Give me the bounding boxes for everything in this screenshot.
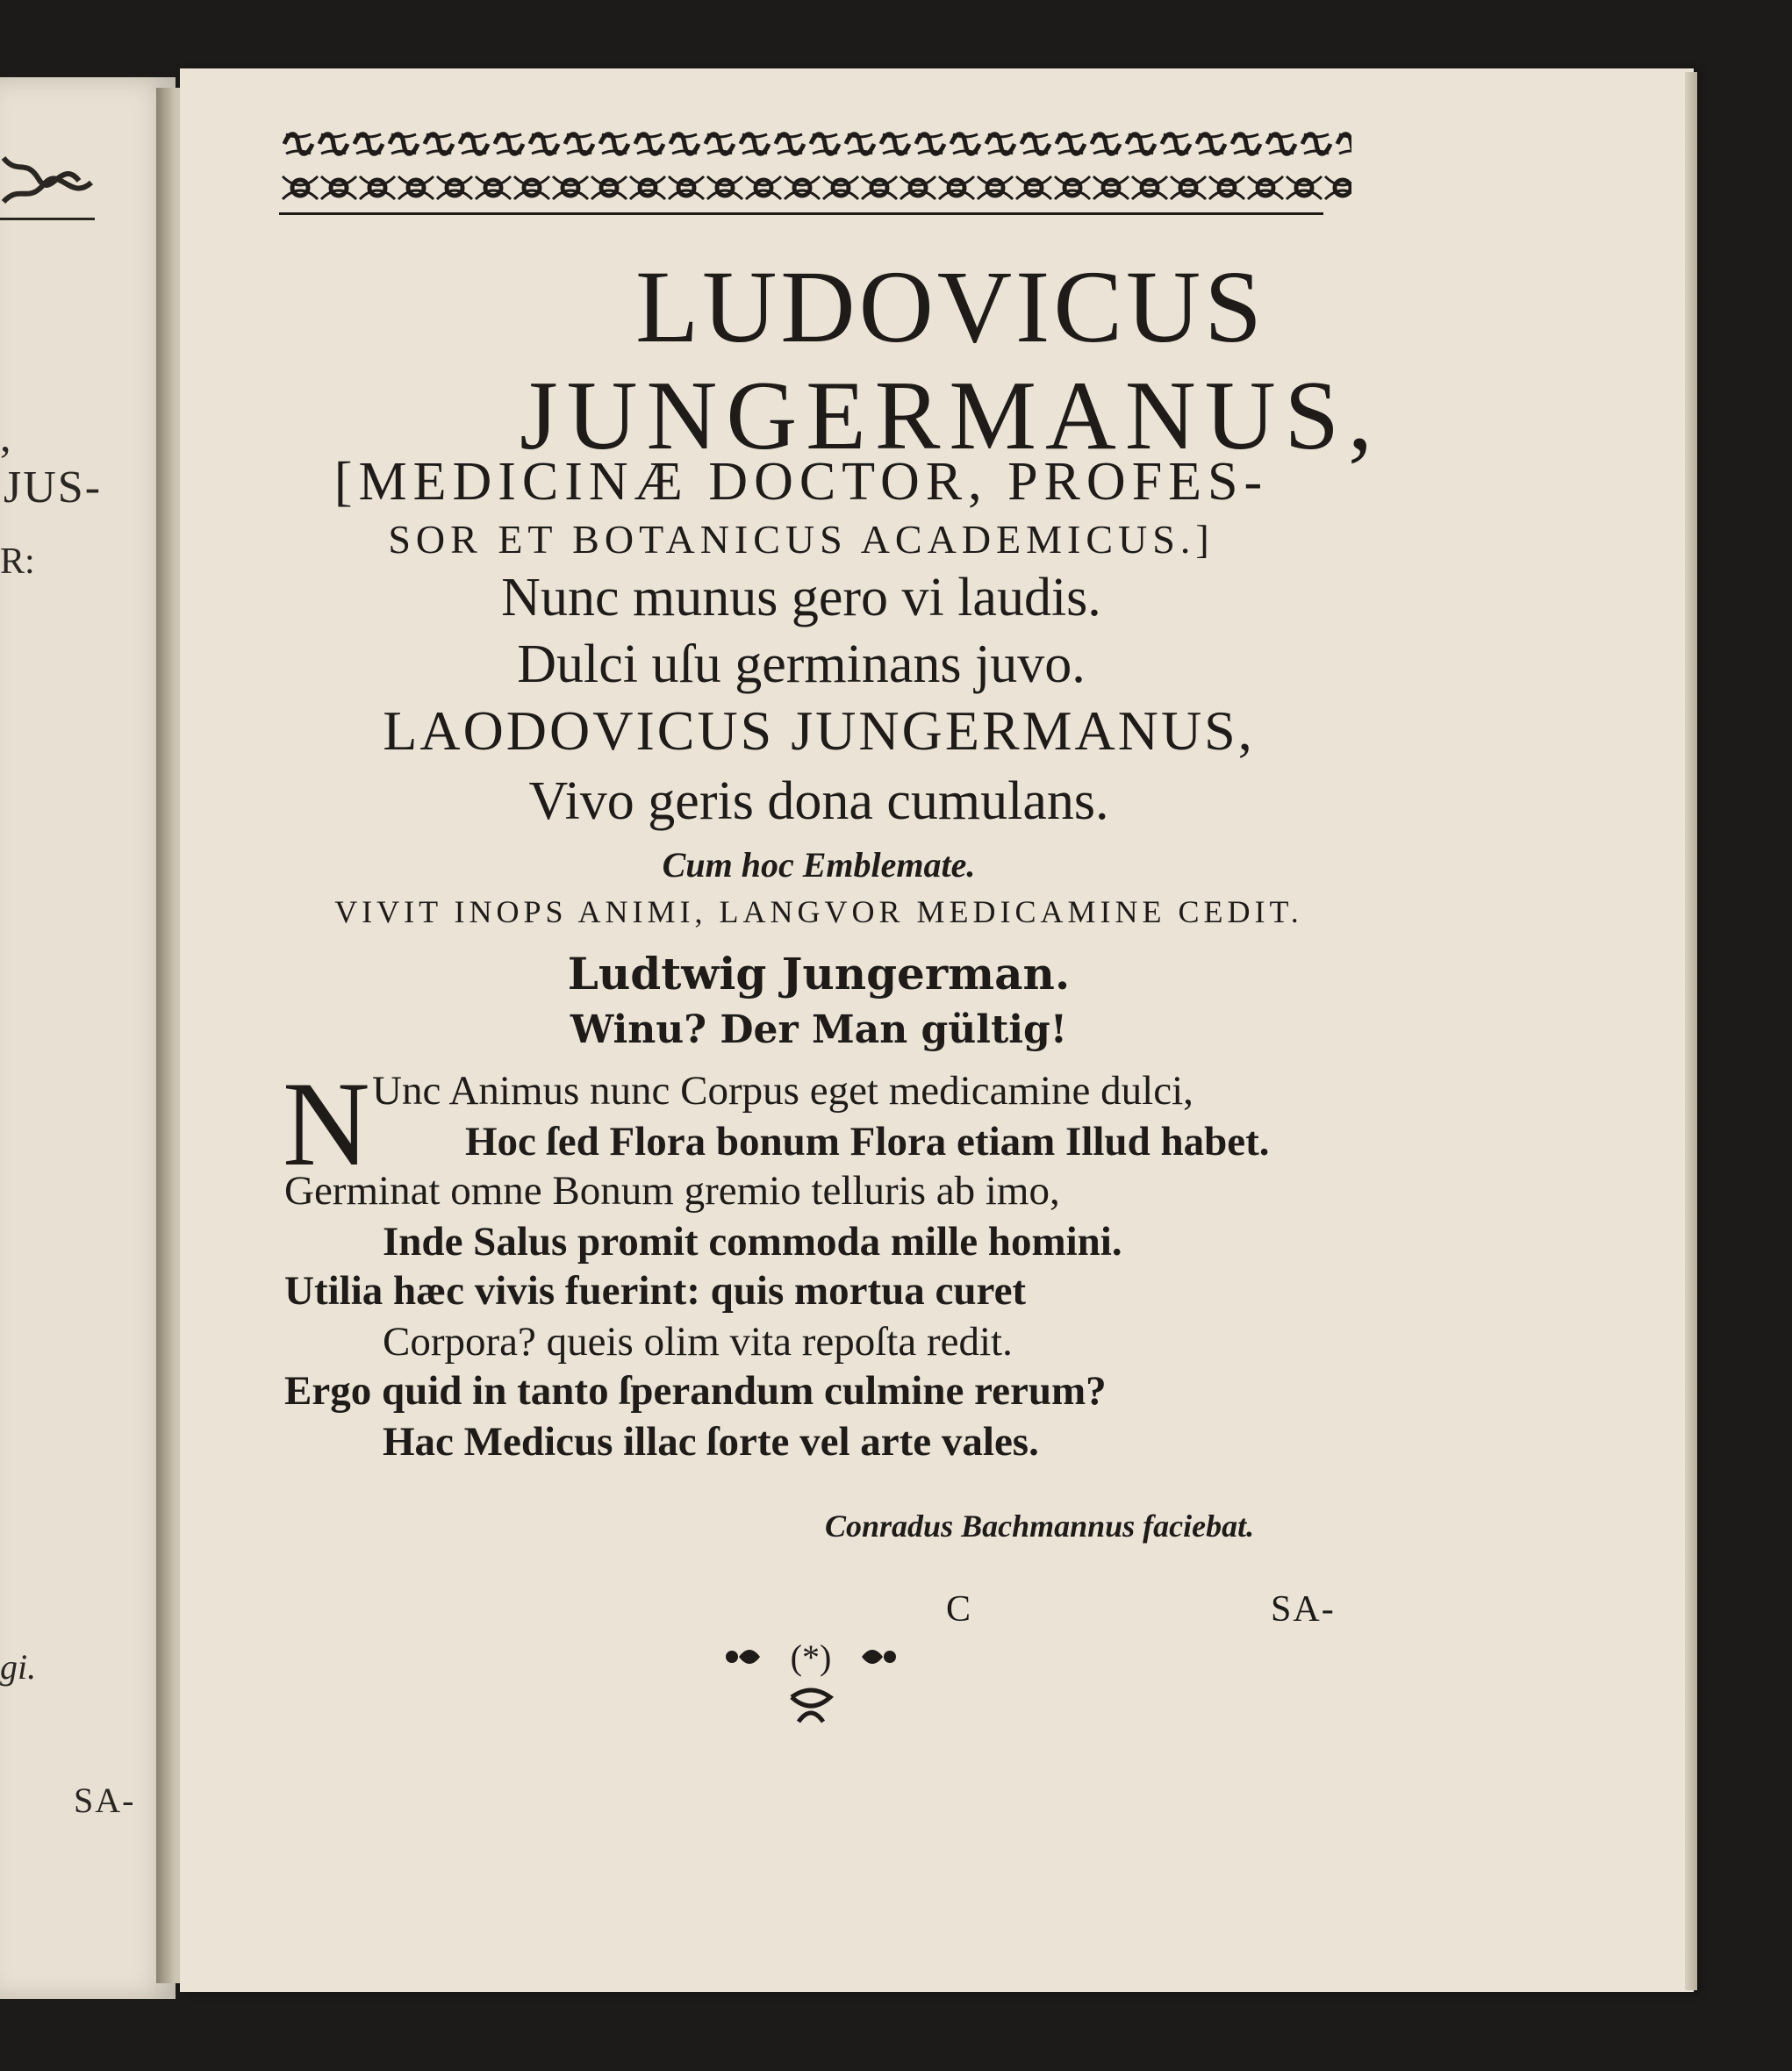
poem-line: Hoc ſed Flora bonum Flora etiam Illud habet.: [465, 1119, 1270, 1164]
tailpiece-text: (*): [790, 1637, 832, 1677]
anagram-latin-1: Nunc munus gero vi laudis.: [501, 568, 1101, 627]
heading-title-line2: SOR ET BOTANICUS ACADEMICUS.]: [388, 517, 1215, 562]
poem-line: Corpora? queis olim vita repoſta redit.: [383, 1319, 1013, 1365]
anagram-latin-2: Dulci uſu germinans juvo.: [517, 634, 1086, 694]
tailpiece-ornament: [723, 1630, 899, 1736]
emblem-intro: Cum hoc Emblemate.: [662, 845, 976, 885]
poem-dropcap: N: [283, 1057, 370, 1191]
anagram-name-variant: LAODOVICUS JUNGERMANUS,: [383, 699, 1255, 762]
left-page-rule: [0, 218, 95, 220]
author-signature: Conradus Bachmannus faciebat.: [825, 1508, 1255, 1544]
heading-name-line2: JUNGERMANUS,: [520, 362, 1381, 470]
emblem-motto: VIVIT INOPS ANIMI, LANGVOR MEDICAMINE CEDIT.: [334, 894, 1303, 929]
german-name: Ludtwig Jungerman.: [567, 948, 1071, 1000]
page-edge: [1685, 72, 1697, 1990]
signature-mark: C: [946, 1589, 971, 1630]
poem-line: Hac Medicus illac ſorte vel arte vales.: [383, 1419, 1039, 1465]
catchword: SA-: [1271, 1589, 1336, 1630]
german-anagram: Winu? Der Man gültig!: [570, 1007, 1068, 1052]
left-page-catchword: SA-: [74, 1781, 136, 1820]
heading-name-line1: LUDOVICUS: [635, 249, 1265, 364]
anagram-latin-3: Vivo geris dona cumulans.: [528, 771, 1109, 831]
poem-line: Unc Animus nunc Corpus eget medicamine dulci,: [372, 1068, 1193, 1114]
ornament-row-bottom: [281, 171, 1351, 204]
ornament-row-top: [281, 127, 1351, 161]
left-page-fragment-r: R:: [0, 541, 35, 582]
header-rule: [279, 212, 1323, 215]
poem-line: Inde Salus promit commoda mille homini.: [383, 1219, 1122, 1265]
poem-line: Ergo quid in tanto ſperandum culmine rerum?: [284, 1368, 1107, 1414]
left-page-fragment-gi: gi.: [0, 1647, 37, 1687]
left-page-ornament: [0, 149, 95, 211]
heading-title-line1: [MEDICINÆ DOCTOR, PROFES-: [333, 452, 1269, 512]
left-facing-page: [0, 77, 176, 1999]
left-page-fragment-jus: JUS-: [4, 462, 103, 512]
left-page-comma: ,: [0, 412, 11, 461]
poem-line: Utilia hæc vivis fuerint: quis mortua curet: [284, 1268, 1027, 1314]
header-ornament-band: [281, 127, 1351, 208]
poem-line: Germinat omne Bonum gremio telluris ab imo,: [284, 1168, 1060, 1214]
